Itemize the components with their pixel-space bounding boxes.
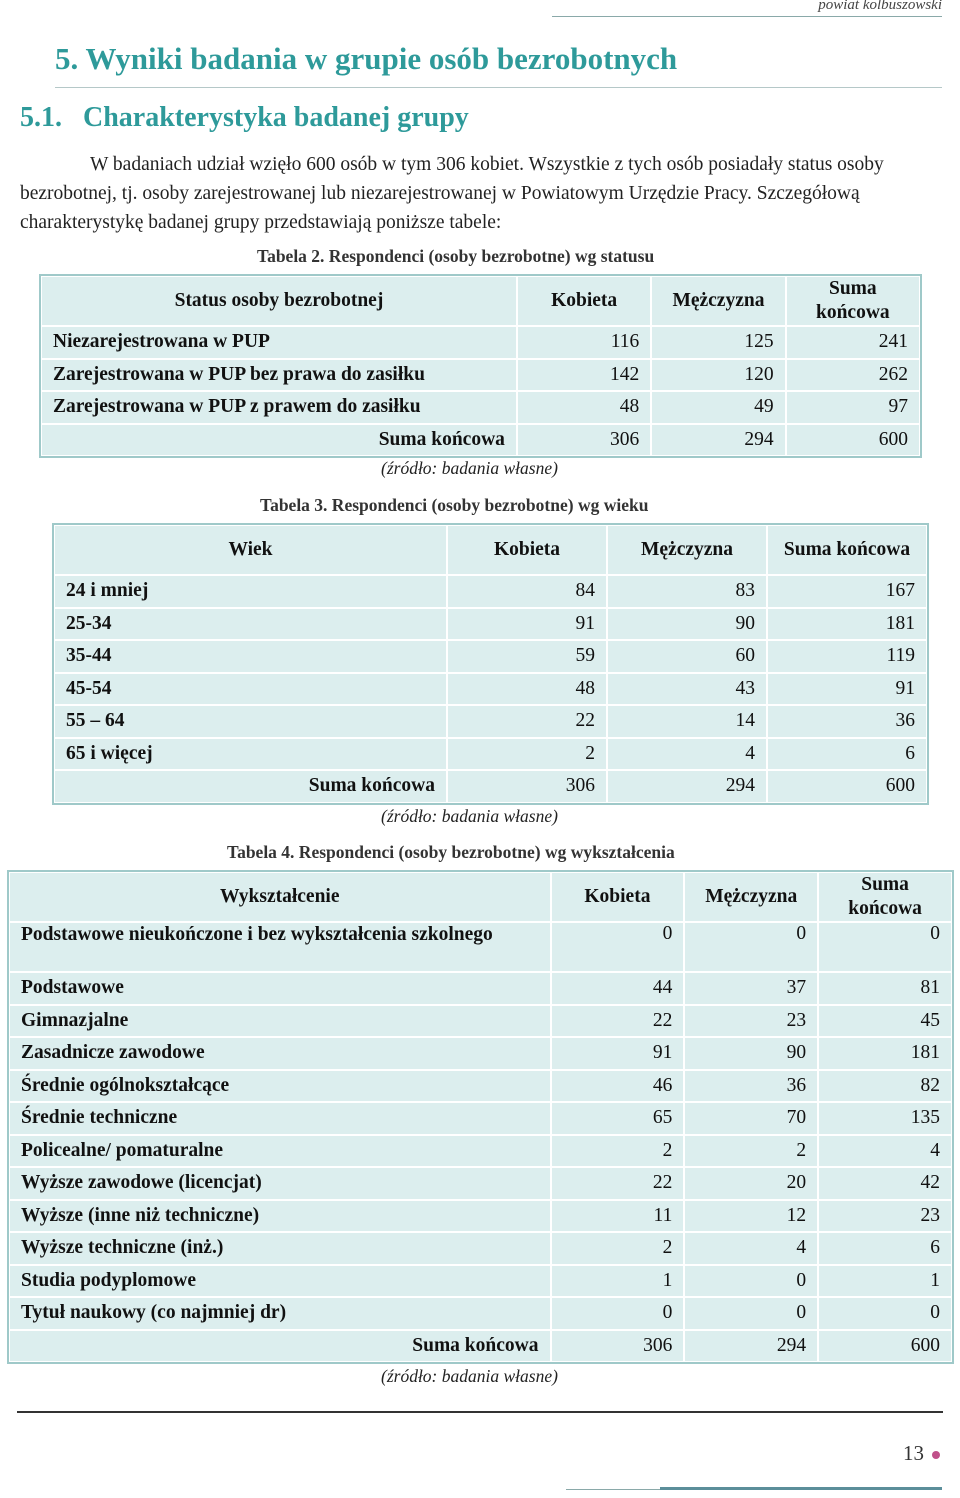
cell-value: 43	[607, 673, 767, 706]
table-row	[54, 738, 927, 771]
row-label: Policealne/ pomaturalne	[9, 1135, 551, 1168]
row-label: 65 i więcej	[54, 738, 447, 771]
row-label: 45-54	[54, 673, 447, 706]
row-label: 24 i mniej	[54, 575, 447, 608]
cell-value: 4	[684, 1232, 818, 1265]
table-row	[54, 640, 927, 673]
header-rule	[552, 16, 942, 17]
cell-value: 2	[684, 1135, 818, 1168]
total-value: 294	[684, 1330, 818, 1363]
cell-value: 20	[684, 1167, 818, 1200]
cell-value: 22	[447, 705, 607, 738]
table-row	[9, 1200, 952, 1233]
page-number: 13	[903, 1441, 924, 1465]
column-header: Wiek	[54, 525, 447, 575]
total-value: 600	[786, 424, 920, 457]
cell-value: 116	[517, 326, 651, 359]
row-label: Niezarejestrowana w PUP	[41, 326, 517, 359]
cell-value: 4	[607, 738, 767, 771]
cell-value: 23	[684, 1005, 818, 1038]
table-row	[41, 359, 920, 392]
cell-value: 81	[818, 972, 952, 1005]
total-value: 306	[447, 770, 607, 803]
cell-value: 181	[767, 608, 927, 641]
cell-value: 11	[551, 1200, 685, 1233]
table-row	[9, 1135, 952, 1168]
cell-value: 2	[551, 1135, 685, 1168]
cell-value: 36	[767, 705, 927, 738]
table3-caption: Tabela 3. Respondenci (osoby bezrobotne) wg wieku	[260, 495, 649, 515]
total-value: 600	[767, 770, 927, 803]
cell-value: 0	[684, 1265, 818, 1298]
total-value: 306	[517, 424, 651, 457]
total-label: Suma końcowa	[9, 1330, 551, 1363]
column-header: Mężczyzna	[684, 872, 818, 922]
cell-value: 0	[684, 1297, 818, 1330]
table4-education	[8, 871, 953, 1363]
row-label: Studia podyplomowe	[9, 1265, 551, 1298]
column-header: Suma końcowa	[767, 525, 927, 575]
cell-value: 142	[517, 359, 651, 392]
page-number-dot-icon	[932, 1451, 940, 1459]
cell-value: 135	[818, 1102, 952, 1135]
total-label: Suma końcowa	[41, 424, 517, 457]
table-row	[9, 1297, 952, 1330]
cell-value: 48	[447, 673, 607, 706]
cell-value: 1	[551, 1265, 685, 1298]
table-total-row	[9, 1330, 952, 1363]
column-header: Suma końcowa	[786, 276, 920, 326]
table-total-row	[54, 770, 927, 803]
cell-value: 42	[818, 1167, 952, 1200]
cell-value: 6	[818, 1232, 952, 1265]
table-row	[9, 1265, 952, 1298]
table-row	[54, 608, 927, 641]
header-region-label: powiat kolbuszowski	[818, 0, 942, 13]
cell-value: 90	[607, 608, 767, 641]
cell-value: 49	[651, 391, 785, 424]
table-row	[9, 1037, 952, 1070]
cell-value: 262	[786, 359, 920, 392]
table-row	[9, 1005, 952, 1038]
footer-decor-bar	[660, 1487, 942, 1490]
table4-source: (źródło: badania własne)	[381, 1366, 558, 1386]
cell-value: 22	[551, 1005, 685, 1038]
table-header-row	[54, 525, 927, 575]
row-label: Średnie ogólnokształcące	[9, 1070, 551, 1103]
total-value: 294	[607, 770, 767, 803]
intro-paragraph	[20, 150, 942, 237]
cell-value: 120	[651, 359, 785, 392]
cell-value: 14	[607, 705, 767, 738]
cell-value: 167	[767, 575, 927, 608]
footer-rule	[17, 1411, 943, 1413]
cell-value: 97	[786, 391, 920, 424]
table-row	[9, 972, 952, 1005]
table-row	[54, 575, 927, 608]
cell-value: 91	[551, 1037, 685, 1070]
table-row	[9, 922, 952, 972]
column-header: Kobieta	[447, 525, 607, 575]
column-header: Kobieta	[551, 872, 685, 922]
cell-value: 181	[818, 1037, 952, 1070]
cell-value: 0	[684, 922, 818, 972]
table3-source: (źródło: badania własne)	[381, 806, 558, 826]
table-row	[54, 705, 927, 738]
cell-value: 0	[818, 922, 952, 972]
column-header: Suma końcowa	[818, 872, 952, 922]
row-label: Podstawowe nieukończone i bez wykształcenia szkolnego	[9, 922, 551, 972]
row-label: Wyższe (inne niż techniczne)	[9, 1200, 551, 1233]
cell-value: 45	[818, 1005, 952, 1038]
section-title-rule	[55, 87, 942, 88]
cell-value: 82	[818, 1070, 952, 1103]
table3-age	[53, 524, 928, 804]
total-value: 600	[818, 1330, 952, 1363]
table2-status	[40, 275, 921, 457]
row-label: 35-44	[54, 640, 447, 673]
total-value: 306	[551, 1330, 685, 1363]
cell-value: 0	[551, 922, 685, 972]
table-header-row	[9, 872, 952, 922]
section-title: 5. Wyniki badania w grupie osób bezrobotnych	[55, 41, 678, 76]
cell-value: 84	[447, 575, 607, 608]
total-value: 294	[651, 424, 785, 457]
cell-value: 90	[684, 1037, 818, 1070]
cell-value: 2	[551, 1232, 685, 1265]
cell-value: 59	[447, 640, 607, 673]
column-header: Mężczyzna	[651, 276, 785, 326]
cell-value: 65	[551, 1102, 685, 1135]
row-label: Średnie techniczne	[9, 1102, 551, 1135]
cell-value: 48	[517, 391, 651, 424]
table2-caption: Tabela 2. Respondenci (osoby bezrobotne) wg statusu	[257, 246, 655, 266]
cell-value: 44	[551, 972, 685, 1005]
row-label: Zarejestrowana w PUP bez prawa do zasiłku	[41, 359, 517, 392]
table4-caption: Tabela 4. Respondenci (osoby bezrobotne) wg wykształcenia	[227, 842, 675, 862]
table-row	[41, 391, 920, 424]
cell-value: 2	[447, 738, 607, 771]
table2-source: (źródło: badania własne)	[381, 458, 558, 478]
column-header: Mężczyzna	[607, 525, 767, 575]
cell-value: 6	[767, 738, 927, 771]
row-label: 55 – 64	[54, 705, 447, 738]
cell-value: 22	[551, 1167, 685, 1200]
cell-value: 125	[651, 326, 785, 359]
row-label: Wyższe techniczne (inż.)	[9, 1232, 551, 1265]
cell-value: 0	[818, 1297, 952, 1330]
cell-value: 83	[607, 575, 767, 608]
table-row	[9, 1070, 952, 1103]
row-label: Gimnazjalne	[9, 1005, 551, 1038]
cell-value: 91	[447, 608, 607, 641]
cell-value: 37	[684, 972, 818, 1005]
table-row	[9, 1102, 952, 1135]
table-row	[9, 1167, 952, 1200]
cell-value: 60	[607, 640, 767, 673]
cell-value: 70	[684, 1102, 818, 1135]
row-label: 25-34	[54, 608, 447, 641]
subsection-title: 5.1. Charakterystyka badanej grupy	[20, 102, 469, 133]
column-header: Status osoby bezrobotnej	[41, 276, 517, 326]
cell-value: 241	[786, 326, 920, 359]
cell-value: 119	[767, 640, 927, 673]
table-row	[54, 673, 927, 706]
column-header: Wykształcenie	[9, 872, 551, 922]
table-row	[9, 1232, 952, 1265]
cell-value: 36	[684, 1070, 818, 1103]
row-label: Wyższe zawodowe (licencjat)	[9, 1167, 551, 1200]
column-header: Kobieta	[517, 276, 651, 326]
total-label: Suma końcowa	[54, 770, 447, 803]
row-label: Podstawowe	[9, 972, 551, 1005]
cell-value: 23	[818, 1200, 952, 1233]
table-row	[41, 326, 920, 359]
table-header-row	[41, 276, 920, 326]
cell-value: 91	[767, 673, 927, 706]
table-total-row	[41, 424, 920, 457]
cell-value: 0	[551, 1297, 685, 1330]
row-label: Tytuł naukowy (co najmniej dr)	[9, 1297, 551, 1330]
row-label: Zarejestrowana w PUP z prawem do zasiłku	[41, 391, 517, 424]
cell-value: 4	[818, 1135, 952, 1168]
intro-text: W badaniach udział wzięło 600 osób w tym 306 kobiet. Wszystkie z tych osób posiadały status osoby bezrobotnej, tj. osoby zarejestrowanej lub niezarejestrowanej w Powiatowym Urzędzie Pracy. Szczegółową charakterystykę badanej grupy przedstawiają poniższe tabele:	[20, 154, 884, 233]
cell-value: 1	[818, 1265, 952, 1298]
row-label: Zasadnicze zawodowe	[9, 1037, 551, 1070]
cell-value: 12	[684, 1200, 818, 1233]
cell-value: 46	[551, 1070, 685, 1103]
